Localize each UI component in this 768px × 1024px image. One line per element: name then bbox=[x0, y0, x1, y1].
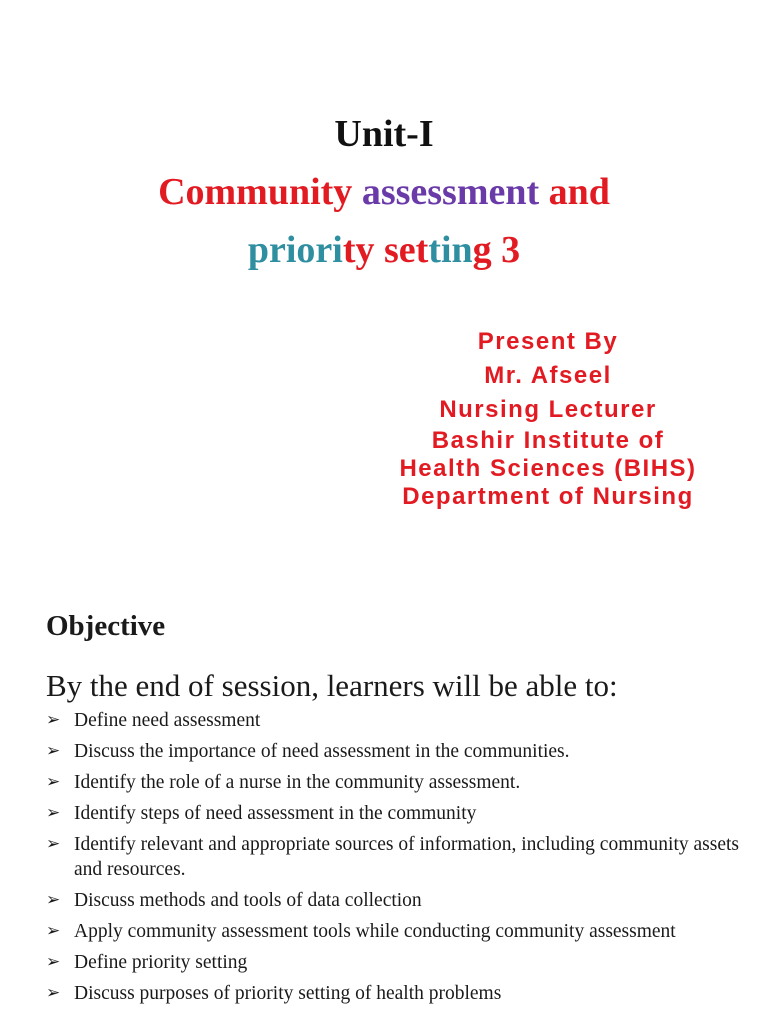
arrow-bullet-icon: ➢ bbox=[46, 741, 61, 761]
title-line-1 bbox=[0, 170, 768, 214]
arrow-bullet-icon: ➢ bbox=[46, 710, 61, 730]
institute-line: Health Sciences (BIHS) bbox=[399, 455, 697, 482]
title-segment: ty bbox=[342, 229, 384, 271]
title-segment: set bbox=[383, 229, 429, 271]
list-item-text: Define priority setting bbox=[74, 952, 248, 973]
arrow-bullet-icon: ➢ bbox=[46, 834, 61, 854]
arrow-bullet-icon: ➢ bbox=[46, 803, 61, 823]
list-item bbox=[46, 919, 746, 944]
title-segment: g 3 bbox=[472, 229, 521, 271]
title-segment: and bbox=[539, 171, 610, 213]
arrow-bullet-icon: ➢ bbox=[46, 772, 61, 792]
list-item-text: Discuss the importance of need assessment in the communities. bbox=[74, 741, 570, 762]
list-item bbox=[46, 888, 746, 913]
list-item-text: Discuss purposes of priority setting of health problems bbox=[74, 983, 502, 1004]
list-item-text: Identify steps of need assessment in the community bbox=[74, 803, 477, 824]
list-item bbox=[46, 981, 746, 1006]
list-item bbox=[46, 950, 746, 975]
title-line-2 bbox=[0, 228, 768, 272]
arrow-bullet-icon: ➢ bbox=[46, 890, 61, 910]
title-segment: Community bbox=[158, 171, 362, 213]
presenter-line: Present By bbox=[477, 328, 619, 355]
arrow-bullet-icon: ➢ bbox=[46, 983, 61, 1003]
arrow-bullet-icon: ➢ bbox=[46, 952, 61, 972]
department-line: Department of Nursing bbox=[402, 483, 694, 510]
list-item-text: Identify the role of a nurse in the community assessment. bbox=[74, 772, 521, 793]
institute-line: Bashir Institute of bbox=[431, 427, 665, 454]
unit-label: Unit-I bbox=[334, 113, 434, 155]
objective-intro: By the end of session, learners will be able to: bbox=[46, 668, 618, 703]
title-segment: priori bbox=[247, 229, 343, 271]
presenter-title: Nursing Lecturer bbox=[439, 396, 657, 423]
list-item bbox=[46, 832, 746, 882]
list-item bbox=[46, 770, 746, 795]
list-item bbox=[46, 801, 746, 826]
list-item-text: Define need assessment bbox=[74, 710, 261, 731]
list-item bbox=[46, 739, 746, 764]
presenter-name: Mr. Afseel bbox=[484, 362, 612, 389]
title-segment: assessment bbox=[361, 171, 540, 213]
objective-heading: Objective bbox=[46, 610, 166, 642]
arrow-bullet-icon: ➢ bbox=[46, 921, 61, 941]
presenter-block bbox=[330, 325, 766, 511]
title-segment: tin bbox=[428, 229, 473, 271]
objective-list bbox=[46, 708, 746, 1012]
list-item-text: Apply community assessment tools while conducting community assessment bbox=[74, 921, 676, 942]
list-item bbox=[46, 708, 746, 733]
list-item-text: Identify relevant and appropriate sources of information, including community assets and resources. bbox=[74, 834, 739, 880]
list-item-text: Discuss methods and tools of data collection bbox=[74, 890, 422, 911]
